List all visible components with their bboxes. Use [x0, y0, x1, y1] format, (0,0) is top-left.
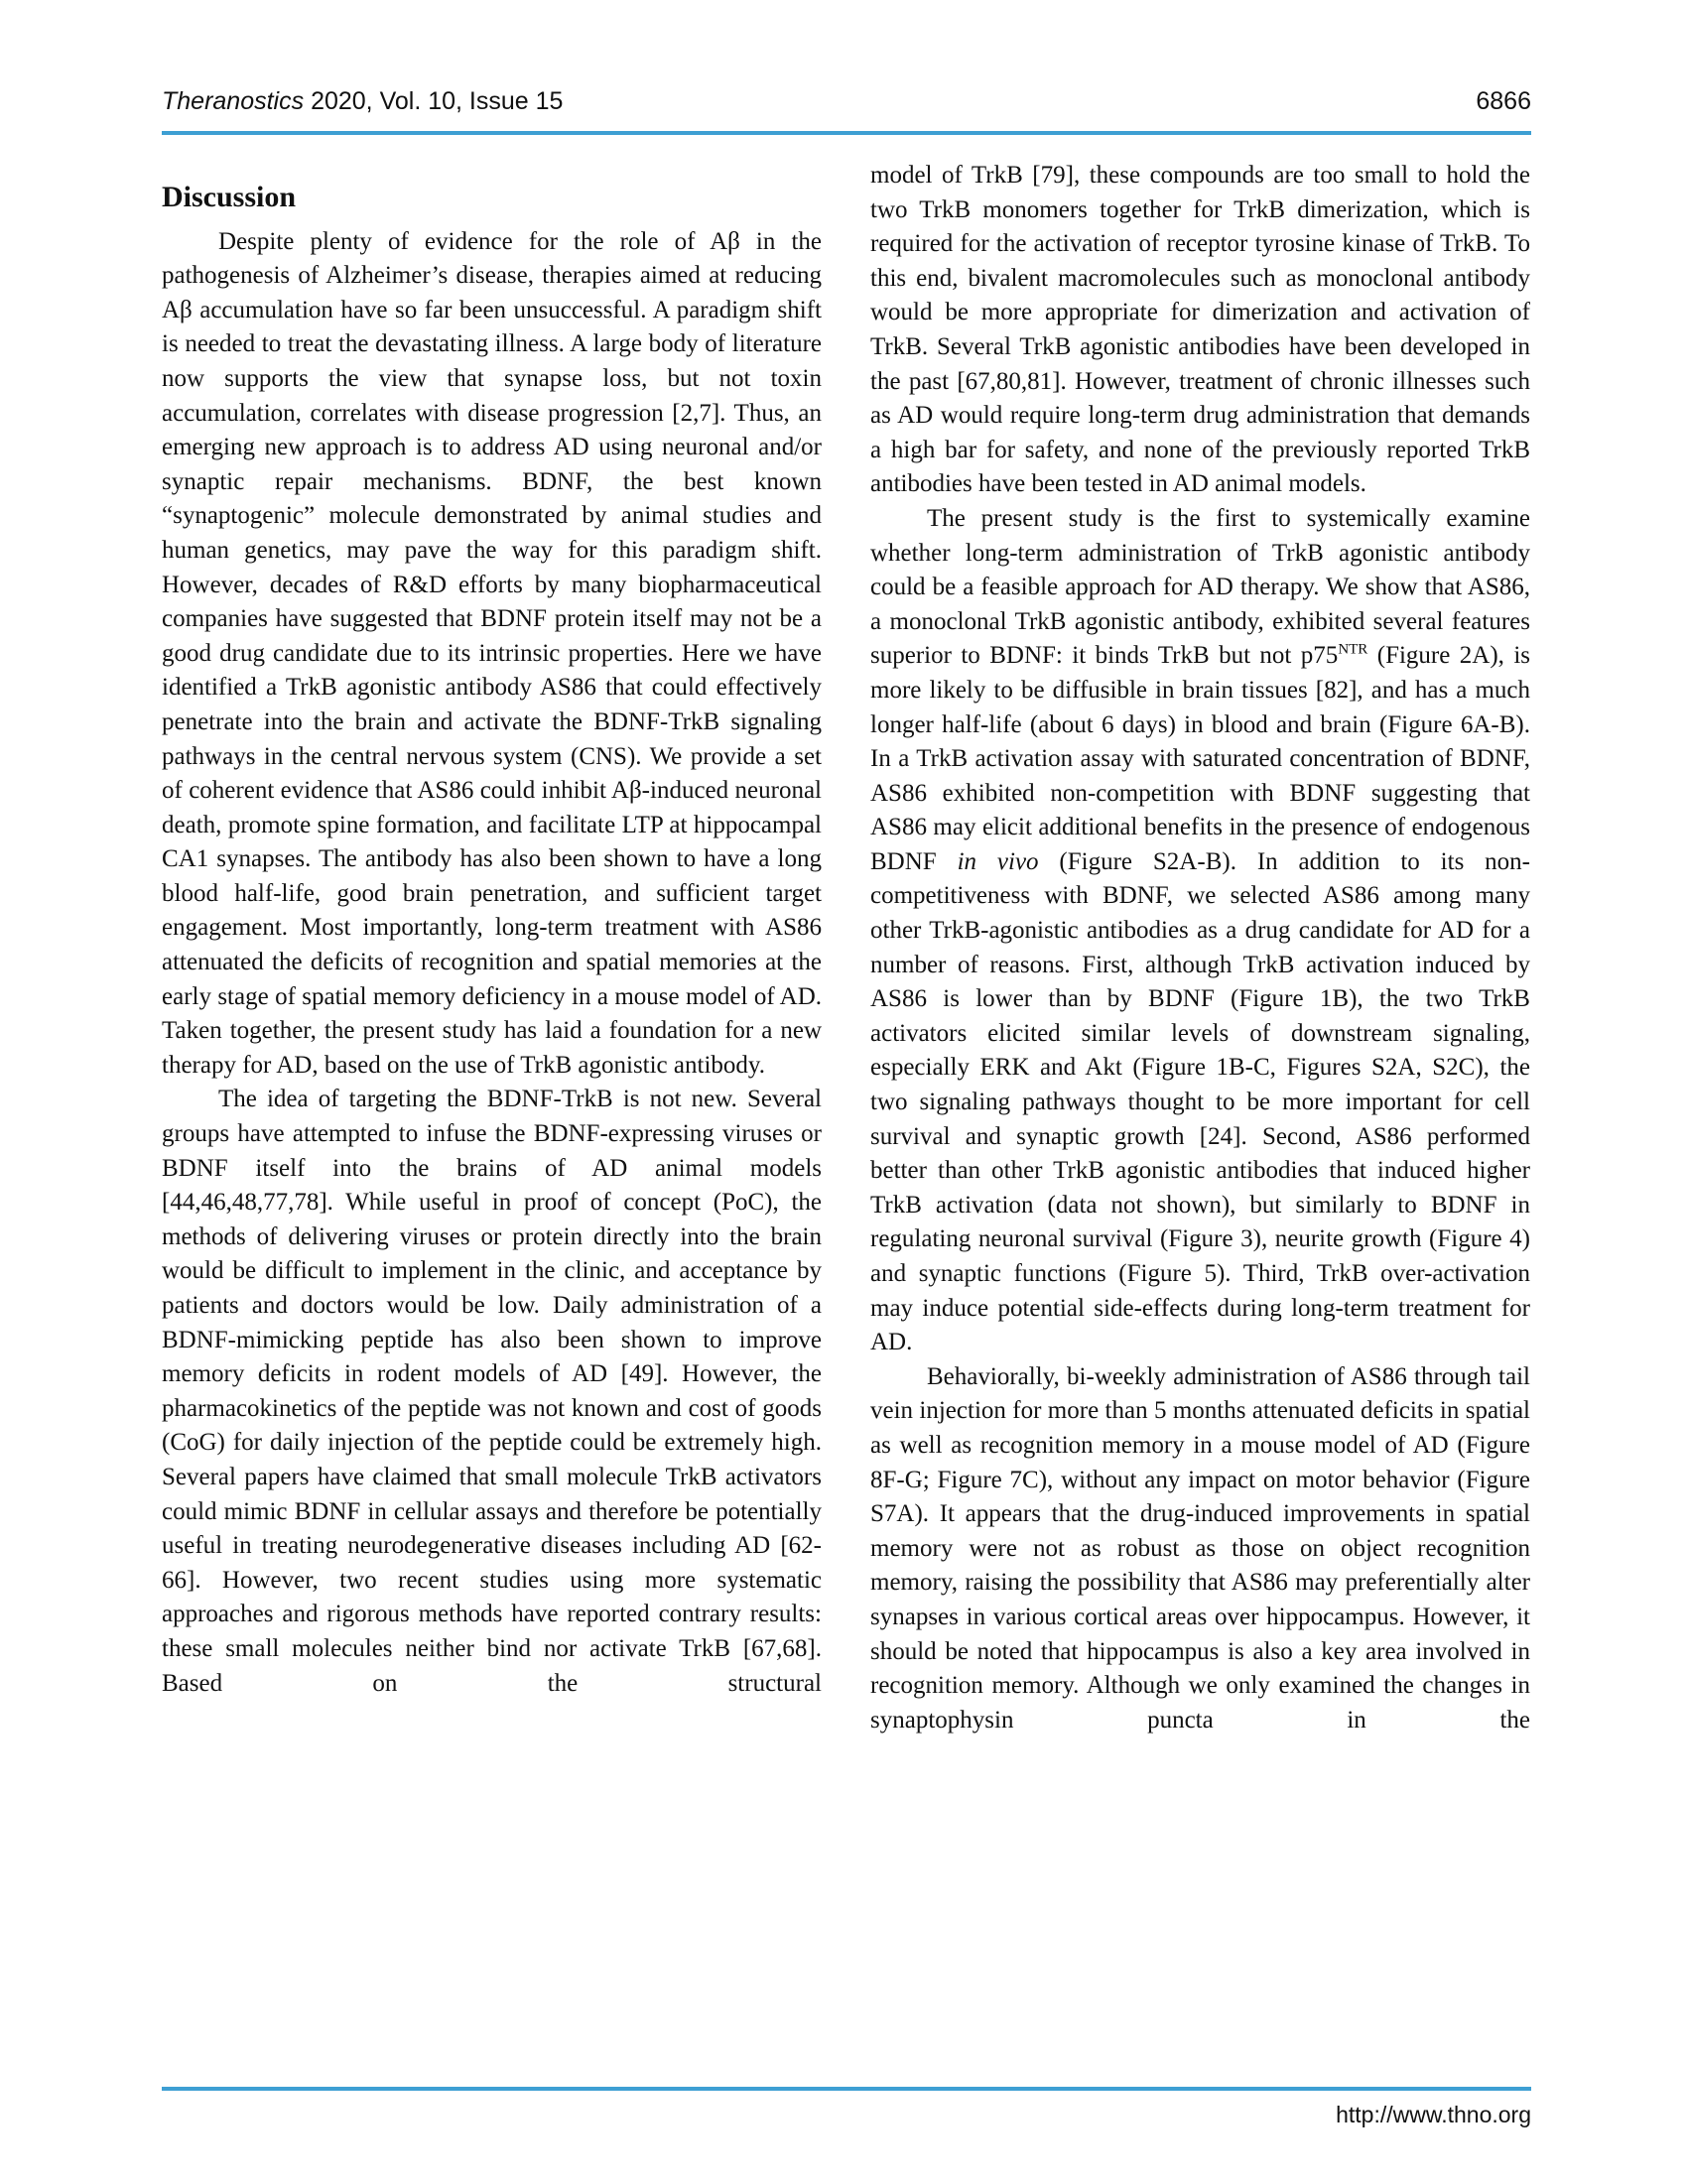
header-rule — [162, 131, 1531, 135]
paragraph: The idea of targeting the BDNF-TrkB is not new. Several groups have attempted to infuse the BDNF-expressing viruses or BDNF itself into the brains of AD animal models [44,46,48,77,78]. While useful in proof of concept (PoC), the methods of delivering viruses or protein directly into the brain would be difficult to implement in the clinic, and acceptance by patients and doctors would be low. Daily administration of a BDNF-mimicking peptide has also been shown to improve memory deficits in rodent models of AD [49]. However, the pharmacokinetics of the peptide was not known and cost of goods (CoG) for daily injection of the peptide could be extremely high. Several papers have claimed that small molecule TrkB activators could mimic BDNF in cellular assays and therefore be potentially useful in treating neurodegenerative diseases including AD [62-66]. However, two recent studies using more systematic approaches and rigorous methods have reported contrary results: these small molecules neither bind nor activate TrkB [67,68]. Based on the structural — [162, 1086, 822, 1697]
text-run: (Figure 2A), is more likely to be diffusible in brain tissues [82], and has a much longer half-life (about 6 days) in blood and brain (Figure 6A-B). In a TrkB activation assay with saturated concentration of BDNF, AS86 exhibited non-competition with BDNF suggesting that AS86 may elicit additional benefits in the presence of endogenous BDNF — [870, 642, 1530, 875]
left-column — [162, 181, 822, 1701]
footer-url[interactable]: http://www.thno.org — [1336, 2102, 1531, 2127]
journal-citation — [162, 87, 563, 116]
paragraph: Behaviorally, bi-weekly administration of AS86 through tail vein injection for more than 5 months attenuated deficits in spatial as well as recognition memory in a mouse model of AD (Figure 8F-G; Figure 7C), without any impact on motor behavior (Figure S7A). It appears that the drug-induced improvements in spatial memory were not as robust as those on object recognition memory, raising the possibility that AS86 may preferentially alter synapses in various cortical areas over hippocampus. However, it should be noted that hippocampus is also a key area involved in recognition memory. Although we only examined the changes in synaptophysin puncta in the — [870, 1362, 1530, 1734]
paragraph — [870, 502, 1530, 1360]
text-run: The present study is the first to systemically examine whether long-term administration of TrkB agonistic antibody could be a feasible approach for AD therapy. We show that AS86, a monoclonal TrkB agonistic antibody, exhibited several features superior to BDNF: it binds TrkB but not p75 — [870, 504, 1530, 670]
text-run: (Figure S2A-B). In addition to its non-competitiveness with BDNF, we selected AS86 among many other TrkB-agonistic antibodies as a drug candidate for AD for a number of reasons. First, although TrkB activation induced by AS86 is lower than by BDNF (Figure 1B), the two TrkB activators elicited similar levels of downstream signaling, especially ERK and Akt (Figure 1B-C, Figures S2A, S2C), the two signaling pathways thought to be more important for cell survival and synaptic growth [24]. Second, AS86 performed better than other TrkB agonistic antibodies that induced higher TrkB activation (data not shown), but similarly to BDNF in regulating neuronal survival (Figure 3), neurite growth (Figure 4) and synaptic functions (Figure 5). Third, TrkB over-activation may induce potential side-effects during long-term treatment for AD. — [870, 847, 1531, 1356]
section-heading: Discussion — [162, 181, 297, 213]
italic-text: in vivo — [957, 847, 1039, 875]
paragraph: Despite plenty of evidence for the role of Aβ in the pathogenesis of Alzheimer’s disease, therapies aimed at reducing Aβ accumulation have so far been unsuccessful. A paradigm shift is needed to treat the devastating illness. A large body of literature now supports the view that synapse loss, but not toxin accumulation, correlates with disease progression [2,7]. Thus, an emerging new approach is to address AD using neuronal and/or synaptic repair mechanisms. BDNF, the best known “synaptogenic” molecule demonstrated by animal studies and human genetics, may pave the way for this paradigm shift. However, decades of R&D efforts by many biopharmaceutical companies have suggested that BDNF protein itself may not be a good drug candidate due to its intrinsic properties. Here we have identified a TrkB agonistic antibody AS86 that could effectively penetrate into the brain and activate the BDNF-TrkB signaling pathways in the central nervous system (CNS). We provide a set of coherent evidence that AS86 could inhibit Aβ-induced neuronal death, promote spine formation, and facilitate LTP at hippocampal CA1 synapses. The antibody has also been shown to have a long blood half-life, good brain penetration, and sufficient target engagement. Most importantly, long-term treatment with AS86 attenuated the deficits of recognition and spatial memories at the early stage of spatial memory deficiency in a mouse model of AD. Taken together, the present study has laid a foundation for a new therapy for AD, based on the use of TrkB agonistic antibody. — [162, 227, 822, 1079]
footer-rule — [162, 2087, 1531, 2091]
page-number: 6866 — [1476, 87, 1531, 115]
paragraph: model of TrkB [79], these compounds are too small to hold the two TrkB monomers together for TrkB dimerization, which is required for the activation of receptor tyrosine kinase of TrkB. To this end, bivalent macromolecules such as monoclonal antibody would be more appropriate for dimerization and activation of TrkB. Several TrkB agonistic antibodies have been developed in the past [67,80,81]. However, treatment of chronic illnesses such as AD would require long-term drug administration that demands a high bar for safety, and none of the previously reported TrkB antibodies have been tested in AD animal models. — [870, 162, 1530, 498]
journal-name: Theranostics — [162, 87, 305, 115]
running-header — [162, 87, 1531, 127]
volume-issue: 2020, Vol. 10, Issue 15 — [304, 87, 564, 115]
right-column — [870, 159, 1530, 1737]
superscript: NTR — [1338, 641, 1368, 658]
